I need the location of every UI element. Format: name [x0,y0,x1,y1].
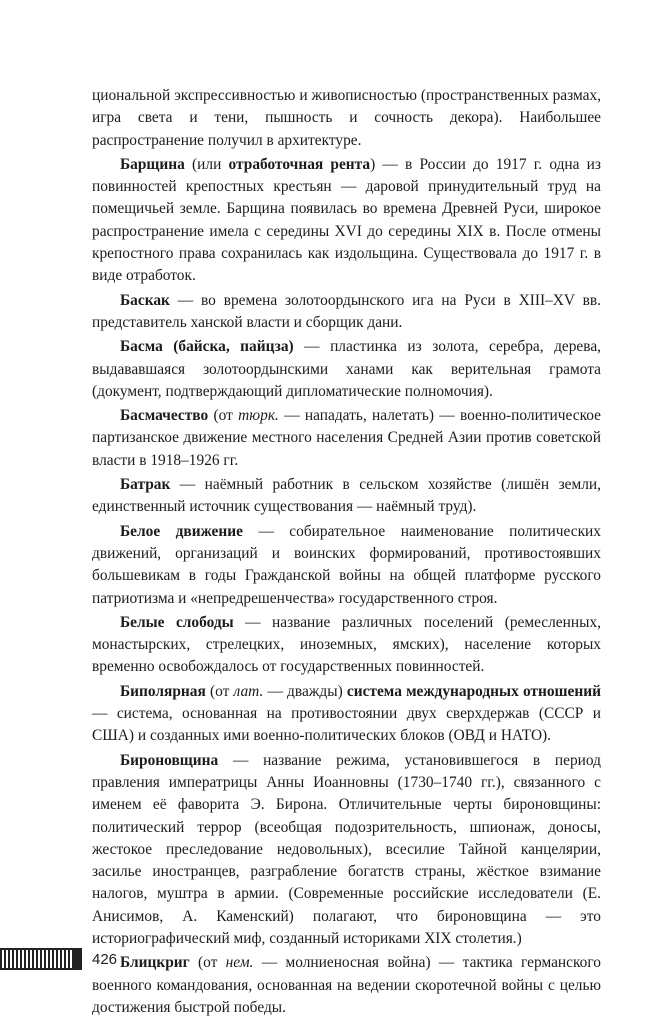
entry-definition: — в России до 1917 г. одна из повинностей крепостных крестьян — даровой принудительный труд на помещичьей земле. Барщина появилась во времена Древней Руси, широкое распространение имела с середины XVI до середины XIX в. После отмены крепостного права сохранилась как издольщина. Существовала до 1917 г. в виде отработок. [92,155,601,285]
entry-beloe-dvizhenie [92,521,601,610]
entry-definition: — наёмный работник в сельском хозяйстве (лишён земли, единственный источник существования — наёмный труд). [92,476,601,516]
entry-origin: тюрк. [238,407,279,425]
entry-definition: — система, основанная на противостоянии двух сверхдержав (СССР и США) и созданных ими военно-политических блоков (ОВД и НАТО). [92,705,601,745]
entry-bironovshchina [92,750,601,951]
entry-definition: — название режима, установившегося в период правления императрицы Анны Иоанновны (1730–1740 гг.), связанного с именем её фаворита Э. Бирона. Отличительные черты бироновщины: политический террор (всеобщая подозрительность, шпионаж, доносы, жестокое преследование недовольных), всесилие Тайной канцелярии, засилье иностранцев, разграбление богатств страны, жёсткое взимание налогов, муштра в армии. (Современные российские исследователи (Е. Анисимов, А. Каменский) полагают, что бироновщина — это историографический миф, созданный историками XIX столетия.) [92,751,601,947]
entry-definition: — нападать, налетать) — военно-политическое партизанское движение местного населения Средней Азии против советской власти в 1918–1926 гг. [92,407,601,469]
entry-barshchina: Барщина (или отработочная рента) — в России до 1917 г. одна из повинностей крепостных крестьян — даровой принудительный труд на помещичьей земле. Барщина появилась во времена Древней Руси, широкое распространение имела с середины XVI до середины XIX в. После отмены крепостного права сохранилась как издольщина. Существовала до 1917 г. в виде отработок. [92,155,601,285]
entry-belye-slobody [92,612,601,679]
entry-definition: — во времена золотоордынского ига на Руси в XIII–XV вв. представитель ханской власти и сборщик дани. [92,291,601,331]
entry-term: Барщина [120,155,185,173]
entry-term: Белые слободы [120,613,234,631]
entry-definition: — собирательное наименование политических движений, организаций и воинских формирований, противостоявших большевикам в годы Гражданской войны на общей платформе русского патриотизма и «непредрешенчества» государственного строя. [92,522,601,607]
barcode-stripes [0,948,78,970]
entry-definition: — молниеносная война) — тактика германского военного командования, основанная на ведении скоротечной войны с целью достижения быстрой победы. [92,954,601,1016]
entry-term: Биполярная [120,682,206,700]
entry-definition: — пластинка из золота, серебра, дерева, выдававшаяся золотоордынскими ханами как верительная грамота (документ, подтверждающий дипломатические полномочия). [92,338,602,400]
entry-bipolyarnaya-sistema: Биполярная (от лат. — дважды) система международных отношений — система, основанная на противостоянии двух сверхдержав (СССР и США) и созданных ими военно-политических блоков (ОВД и НАТО). [92,682,601,745]
entry-term: Блицкриг [120,954,190,972]
entry-blitskrig: Блицкриг (от нем. — молниеносная война) — тактика германского военного командования, основанная на ведении скоротечной войны с целью достижения быстрой победы. [92,954,601,1016]
entry-term: Басмачество [120,407,209,425]
page-body [92,85,601,1021]
entry-definition: — название различных поселений (ремесленных, монастырских, стрелецких, иноземных, ямских), население которых временно освобождалось от государственных повинностей. [92,613,601,676]
entry-origin: нем. [225,954,254,972]
entry-term-cont: система международных отношений [346,682,601,700]
entry-term: Бироновщина [120,751,219,769]
entry-term: Батрак [120,476,171,494]
entry-basmachestvo: Басмачество (от тюрк. — нападать, налетать) — военно-политическое партизанское движение местного населения Средней Азии против советской власти в 1918–1926 гг. [92,407,601,469]
entry-term: Белое движение [120,522,243,540]
entry-origin: лат. [233,682,264,700]
page-footer [0,945,200,973]
entry-baskak [92,290,601,335]
entry-term-alt: отработочная рента [228,155,371,173]
entry-term: Басма (байска, пайцза) [120,338,294,356]
entry-basma [92,336,601,403]
entry-batrak [92,474,601,519]
page-number: 426 [92,950,118,968]
entry-term: Баскак [120,291,170,309]
intro-paragraph: циональной экспрессивностью и живописностью (пространственных размах, игра света и тени, пышность и сочность декора). Наибольшее распространение получил в архитектуре. [92,87,601,149]
barcode-decoration [0,948,82,970]
